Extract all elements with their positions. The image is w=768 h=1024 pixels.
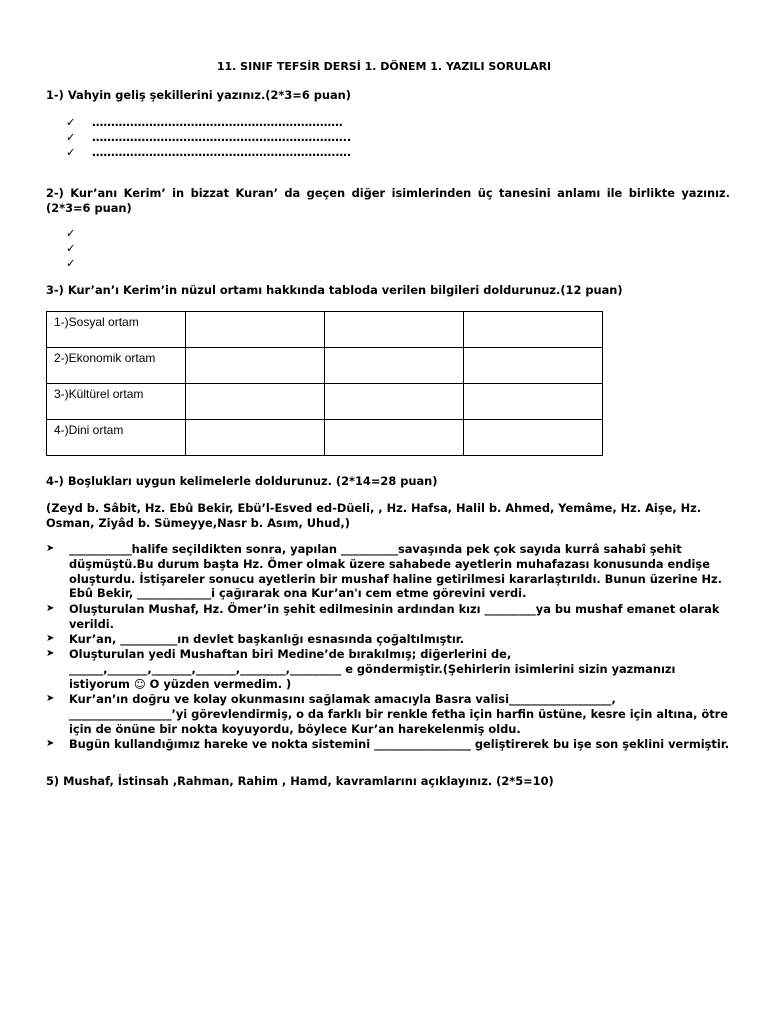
list-item (46, 632, 736, 647)
table-row (47, 348, 603, 384)
question-1-answer-lines (66, 115, 351, 160)
checkmark-icon: ✓ (66, 145, 76, 159)
arrow-bullet-icon: ➤ (46, 632, 55, 644)
dotted-line: ………………………………………………………….. (92, 130, 352, 144)
question-2-answer-lines (66, 226, 92, 271)
list-item (46, 542, 736, 601)
checkmark-icon: ✓ (66, 241, 76, 255)
question-1: 1-) Vahyin geliş şekillerini yazınız.(2*3=6 puan) (46, 88, 351, 102)
row-label: 3-)Kültürel ortam (47, 384, 186, 420)
dotted-line: ………………………………………………………… (92, 115, 343, 129)
empty-cell (325, 420, 464, 456)
list-item (46, 602, 736, 632)
empty-cell (186, 384, 325, 420)
word-bank: (Zeyd b. Sâbit, Hz. Ebû Bekir, Ebü’l-Esved ed-Düeli, , Hz. Hafsa, Halil b. Ahmed, Yemâme, Hz. Aişe, Hz. Osman, Ziyâd b. Sümeyye,Nasr b. Asım, Uhud,) (46, 501, 702, 530)
checkmark-icon: ✓ (66, 115, 76, 129)
list-item-text: Bugün kullandığımız hareke ve nokta sistemini _________________ geliştirerek bu işe son şeklini vermiştir. (69, 737, 730, 752)
list-item-text: Oluşturulan Mushaf, Hz. Ömer’in şehit edilmesinin ardından kızı _________ya bu mushaf emanet olarak verildi. (69, 601, 720, 631)
checkmark-icon: ✓ (66, 256, 76, 270)
table-row (47, 384, 603, 420)
arrow-bullet-icon: ➤ (46, 693, 55, 705)
empty-cell (464, 420, 603, 456)
arrow-bullet-icon: ➤ (46, 648, 55, 660)
answer-line (66, 241, 92, 256)
question-5: 5) Mushaf, İstinsah ,Rahman, Rahim , Hamd, kavramlarını açıklayınız. (2*5=10) (46, 774, 554, 788)
question-4: 4-) Boşlukları uygun kelimelerle doldurunuz. (2*14=28 puan) (46, 474, 438, 488)
answer-line (66, 145, 351, 160)
list-item (46, 647, 736, 691)
answer-line (66, 226, 92, 241)
list-item-text: Oluşturulan yedi Mushaftan biri Medine’de bırakılmış; diğerlerini de, ______,_______,_______,_______,________,_________ e göndermiştir.(Şehirlerin isimlerini sizin yazmanızı istiyorum ☺ O yüzden vermedim. ) (69, 647, 676, 691)
question-2: 2-) Kur’anı Kerim’ in bizzat Kuran’ da geçen diğer isimlerinden üç tanesini anlamı ile birlikte yazınız. (2*3=6 puan) (46, 186, 730, 215)
dotted-line: ……………………………………………………….…. (92, 145, 352, 159)
answer-line (66, 256, 92, 271)
question-3: 3-) Kur’an’ı Kerim’in nüzul ortamı hakkında tabloda verilen bilgileri doldurunuz.(12 puan) (46, 283, 623, 297)
list-item (46, 692, 736, 736)
table-row (47, 420, 603, 456)
table-row (47, 312, 603, 348)
checkmark-icon: ✓ (66, 226, 76, 240)
fill-in-list (46, 542, 736, 753)
answer-line (66, 115, 351, 130)
list-item-text: Kur’an, __________ın devlet başkanlığı esnasında çoğaltılmıştır. (69, 631, 465, 646)
arrow-bullet-icon: ➤ (46, 602, 55, 614)
empty-cell (186, 312, 325, 348)
empty-cell (325, 348, 464, 384)
checkmark-icon: ✓ (66, 130, 76, 144)
arrow-bullet-icon: ➤ (46, 738, 55, 750)
empty-cell (464, 384, 603, 420)
row-label: 2-)Ekonomik ortam (47, 348, 186, 384)
empty-cell (325, 384, 464, 420)
list-item (46, 737, 736, 752)
list-item-text: Kur’an’ın doğru ve kolay okunmasını sağlamak amacıyla Basra valisi__________________, __________________’yi görevlendirmiş, o da farklı bir renkle fetha için harfin üstüne, kesre için altına, ötre için de önüne bir nokta koyuyordu, böylece Kur’an harekelenmiş oldu. (69, 692, 728, 736)
empty-cell (186, 420, 325, 456)
exam-title: 11. SINIF TEFSİR DERSİ 1. DÖNEM 1. YAZILI SORULARI (216, 60, 552, 73)
answer-line (66, 130, 351, 145)
row-label: 4-)Dini ortam (47, 420, 186, 456)
empty-cell (464, 348, 603, 384)
empty-cell (464, 312, 603, 348)
row-label: 1-)Sosyal ortam (47, 312, 186, 348)
arrow-bullet-icon: ➤ (46, 543, 55, 554)
empty-cell (325, 312, 464, 348)
empty-cell (186, 348, 325, 384)
nuzul-table (46, 311, 603, 456)
list-item-text: ___________halife seçildikten sonra, yapılan __________savaşında pek çok sayıda kurrâ sahabî şehit düşmüştü.Bu durum başta Hz. Ömer olmak üzere sahabede ayetlerin muhafazası konusunda endişe oluşturdu. İstişareler sonucu ayetlerin bir mushaf haline getirilmesi kararlaştırıldı. Bunun üzerine Hz. Ebû Bekir, _____________i çağırarak ona Kur’an'ı cem etme görevini verdi. (69, 542, 723, 601)
